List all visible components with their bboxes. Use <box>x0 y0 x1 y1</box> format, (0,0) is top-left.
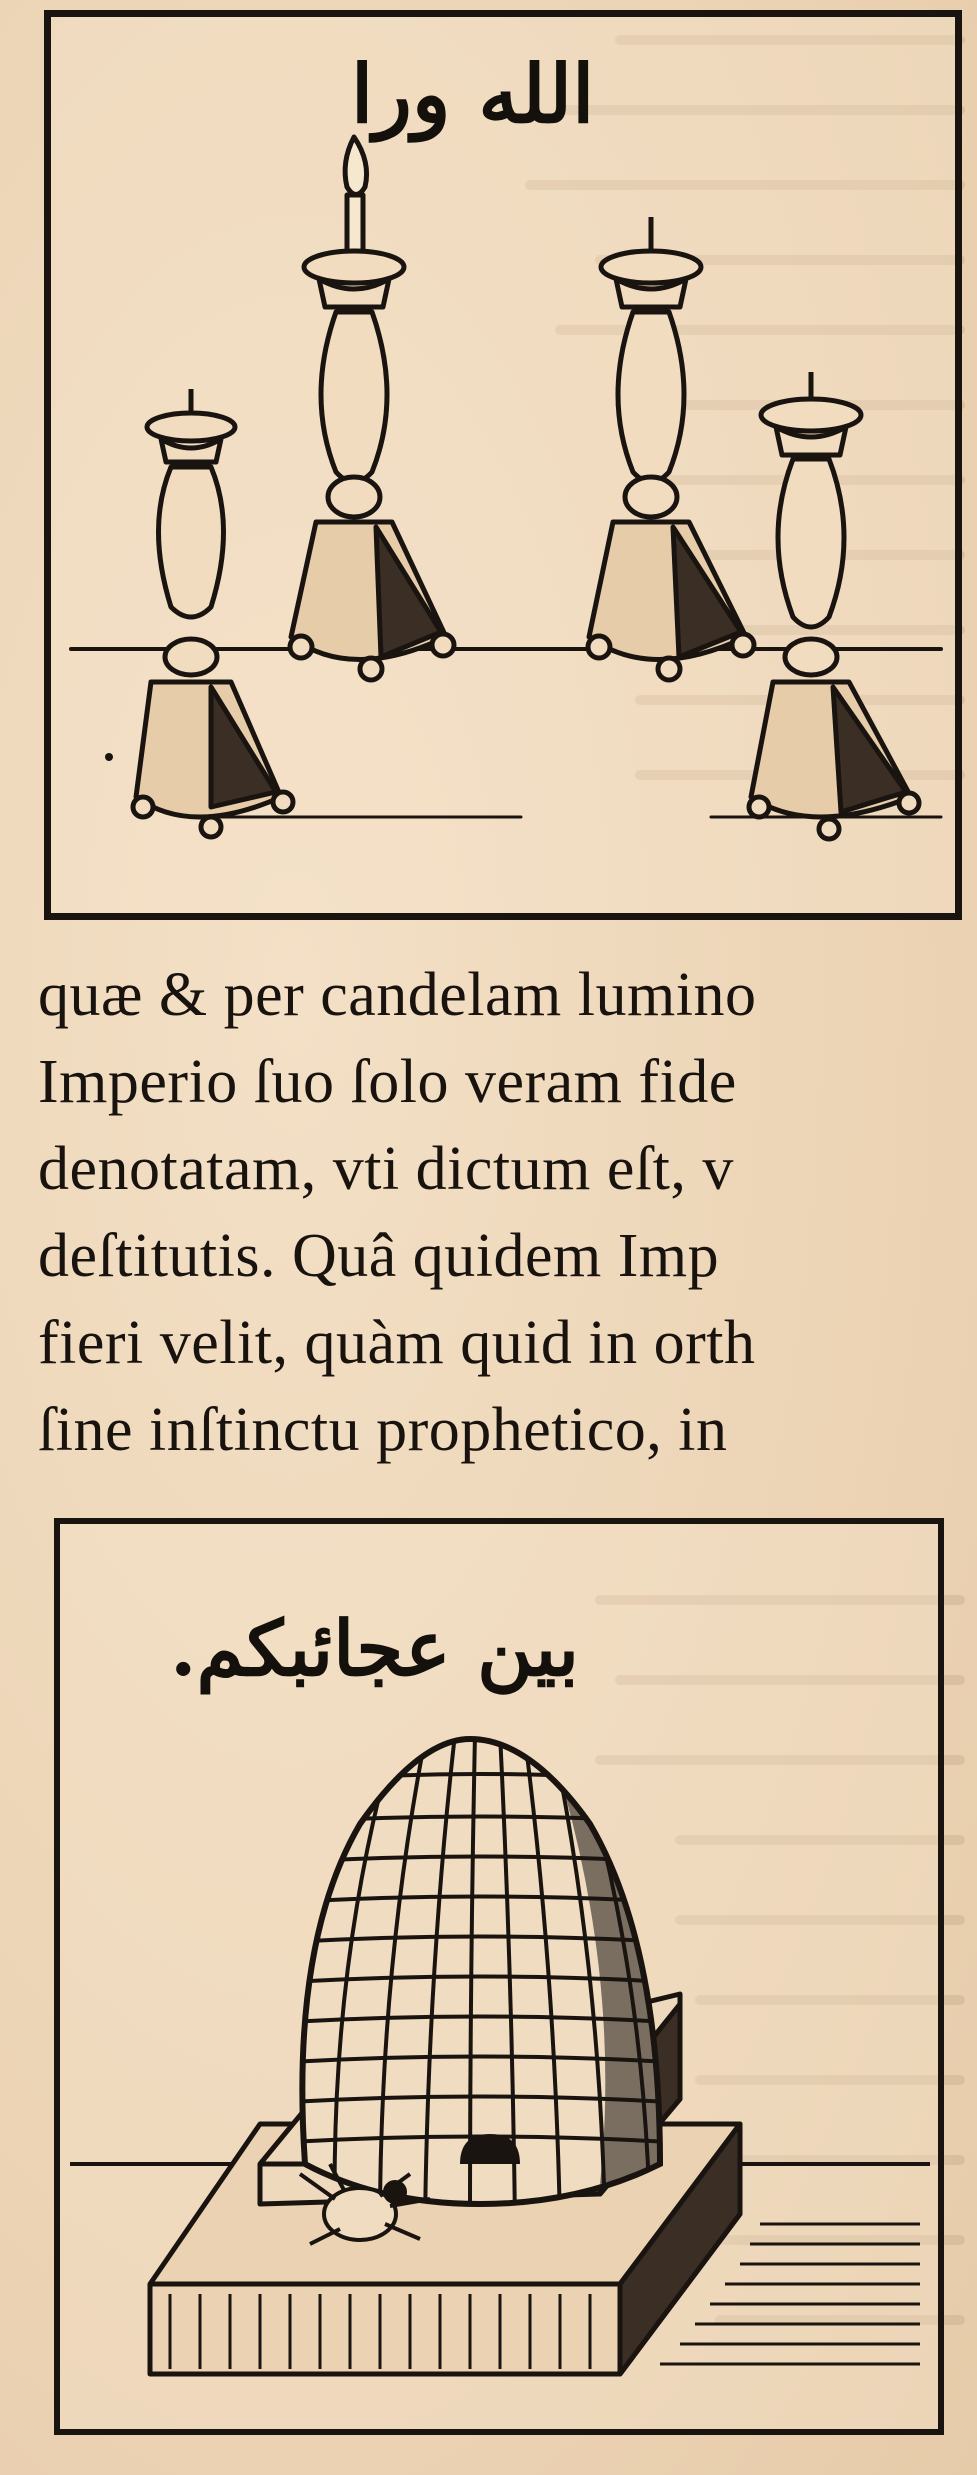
text-line: Imperio ſuo ſolo veram fide <box>38 1048 737 1116</box>
candlestick-4 <box>749 372 919 839</box>
beehive-illustration <box>60 1524 938 2429</box>
candlestick-1 <box>133 389 293 837</box>
arabic-caption-top: الله ورا <box>351 47 595 141</box>
arabic-caption-bottom: بين عجائبكم. <box>170 1604 580 1693</box>
latin-text-block <box>38 952 977 1474</box>
woodcut-beehive <box>54 1518 944 2435</box>
woodcut-candlesticks <box>44 10 962 920</box>
text-line: ſine inſtinctu prophetico, in <box>38 1396 728 1464</box>
candlesticks-illustration <box>51 17 955 913</box>
beehive-dome <box>260 1734 700 2224</box>
candlestick-3 <box>588 217 754 680</box>
text-line: quæ & per candelam lumino <box>38 961 757 1029</box>
candlestick-2 <box>290 137 454 680</box>
text-line: denotatam, vti dictum eſt, v <box>38 1135 734 1203</box>
text-line: deſtitutis. Quâ quidem Imp <box>38 1222 720 1290</box>
text-line: fieri velit, quàm quid in orth <box>38 1309 756 1377</box>
